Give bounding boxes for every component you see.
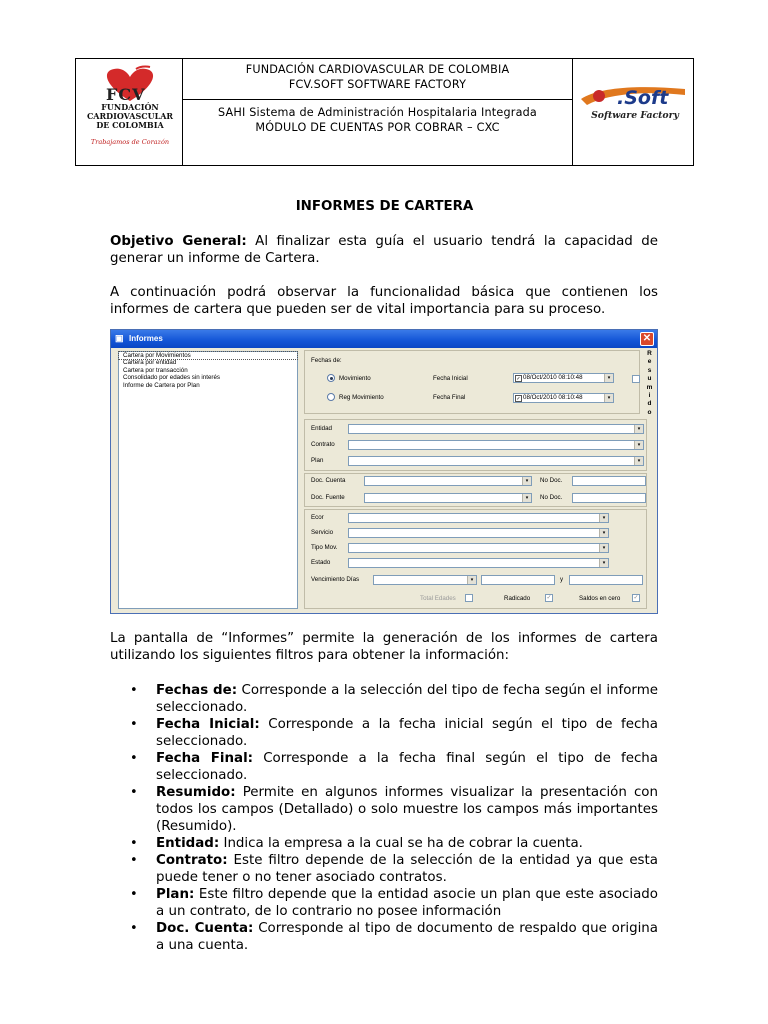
bullet-glyph: • xyxy=(130,683,138,698)
tipo-mov-select[interactable] xyxy=(348,543,609,553)
plan-label: Plan xyxy=(311,457,324,464)
total-edades-label: Total Edades xyxy=(420,595,456,602)
report-list-item[interactable]: Informe de Cartera por Plan xyxy=(123,381,200,389)
bullet-term: Entidad: xyxy=(156,836,220,851)
estado-select[interactable] xyxy=(348,558,609,568)
bullet-glyph: • xyxy=(130,853,138,868)
bullet-term: Plan: xyxy=(156,887,195,902)
window-titlebar xyxy=(111,330,657,348)
bullet-text: Corresponde a la selección del tipo de fecha según el informe seleccionado. xyxy=(156,683,658,715)
informes-window xyxy=(110,329,658,614)
radicado-checkbox[interactable]: ✓ xyxy=(546,595,552,601)
no-doc-cuenta-label: No Doc. xyxy=(540,477,563,484)
chevron-down-icon[interactable]: ▾ xyxy=(604,374,613,382)
soft-logo xyxy=(579,85,687,123)
fecha-final-checkbox[interactable]: ✓ xyxy=(516,396,521,402)
movimiento-radio[interactable] xyxy=(327,374,335,382)
system-block xyxy=(183,100,572,165)
system-line1: SAHI Sistema de Administración Hospitalaria Integrada xyxy=(218,106,537,119)
fecha-inicial-picker[interactable] xyxy=(513,373,614,383)
window-title: Informes xyxy=(129,334,163,343)
total-edades-checkbox[interactable] xyxy=(465,594,473,602)
saldos-en-cero-label: Saldos en cero xyxy=(579,595,621,602)
servicio-label: Servicio xyxy=(311,529,334,536)
reg-movimiento-radio[interactable] xyxy=(327,393,335,401)
fecha-final-picker[interactable] xyxy=(513,393,614,403)
plan-select[interactable] xyxy=(348,456,644,466)
saldos-en-cero-checkbox[interactable]: ✓ xyxy=(633,595,639,601)
objective-label: Objetivo General: xyxy=(110,234,247,249)
org-line1: FUNDACIÓN CARDIOVASCULAR DE COLOMBIA xyxy=(245,63,510,76)
bullet-term: Fecha Inicial: xyxy=(156,717,260,732)
vencimiento-label: Vencimiento Días xyxy=(311,576,360,583)
app-icon: ▣ xyxy=(115,333,124,343)
entidad-select[interactable] xyxy=(348,424,644,434)
bullet-item xyxy=(130,750,658,784)
fcv-slogan: Trabajamos de Corazón xyxy=(90,138,170,146)
resumido-letter: u xyxy=(647,375,652,383)
resumido-letter: d xyxy=(647,400,652,408)
chevron-down-icon[interactable]: ▾ xyxy=(634,425,643,433)
chevron-down-icon[interactable]: ▾ xyxy=(599,559,608,567)
bullet-glyph: • xyxy=(130,751,138,766)
bullet-item xyxy=(130,886,658,920)
chevron-down-icon[interactable]: ▾ xyxy=(634,441,643,449)
bullet-item xyxy=(130,920,658,954)
fcv-name-line2: CARDIOVASCULAR xyxy=(86,111,174,121)
chevron-down-icon[interactable]: ▾ xyxy=(599,529,608,537)
chevron-down-icon[interactable]: ▾ xyxy=(599,514,608,522)
ecor-select[interactable] xyxy=(348,513,609,523)
bullet-text: Corresponde a la fecha inicial según el tipo de fecha seleccionado. xyxy=(156,717,658,749)
org-block xyxy=(183,59,572,100)
no-doc-fuente-label: No Doc. xyxy=(540,494,563,501)
fcv-logo xyxy=(84,65,176,159)
chevron-down-icon[interactable]: ▾ xyxy=(522,494,531,502)
soft-logo-cell xyxy=(573,59,693,165)
header-title-cell xyxy=(183,59,573,165)
bullet-glyph: • xyxy=(130,921,138,936)
reg-movimiento-label: Reg Movimiento xyxy=(339,394,384,401)
system-line2: MÓDULO DE CUENTAS POR COBRAR – CXC xyxy=(255,121,500,134)
bullet-term: Fecha Final: xyxy=(156,751,254,766)
doc-cuenta-select[interactable] xyxy=(364,476,532,486)
chevron-down-icon[interactable]: ▾ xyxy=(522,477,531,485)
fcv-name xyxy=(84,103,176,130)
vencimiento-select[interactable] xyxy=(373,575,477,585)
tipo-mov-label: Tipo Mov. xyxy=(311,544,338,551)
fechas-de-label: Fechas de: xyxy=(311,357,342,364)
doc-fuente-select[interactable] xyxy=(364,493,532,503)
bullet-glyph: • xyxy=(130,836,138,851)
report-list-item[interactable]: Cartera por transacción xyxy=(123,366,188,374)
report-list-item[interactable]: Cartera por entidad xyxy=(123,359,177,367)
contrato-label: Contrato xyxy=(311,441,335,448)
bullet-glyph: • xyxy=(130,887,138,902)
vencimiento-hasta-input[interactable] xyxy=(569,575,643,585)
bullet-text: Este filtro depende de la selección de la entidad ya que esta puede tener o no tener asociado contratos. xyxy=(156,853,658,885)
soft-brand: .Soft xyxy=(617,87,669,109)
ecor-label: Ecor xyxy=(311,514,324,521)
bullet-term: Contrato: xyxy=(156,853,228,868)
fcv-logo-cell xyxy=(76,59,183,165)
report-list-item[interactable]: Cartera por Movimientos xyxy=(119,352,297,359)
resumido-letter: R xyxy=(647,350,652,357)
bullet-text: Corresponde al tipo de documento de respaldo que origina a una cuenta. xyxy=(156,921,658,953)
bullet-term: Resumido: xyxy=(156,785,236,800)
document-header-table xyxy=(75,58,694,166)
bullet-glyph: • xyxy=(130,785,138,800)
bullet-item xyxy=(130,835,658,852)
radicado-label: Radicado xyxy=(504,595,531,602)
resumido-letter: s xyxy=(647,366,652,374)
fcv-letters: FCV xyxy=(106,85,146,104)
fcv-name-line3: DE COLOMBIA xyxy=(96,120,164,130)
bullet-term: Fechas de: xyxy=(156,683,238,698)
fecha-inicial-value: 08/Oct/2010 08:10:48 xyxy=(523,374,583,381)
fecha-inicial-label: Fecha Inicial xyxy=(433,375,468,382)
report-list[interactable] xyxy=(118,351,298,609)
servicio-select[interactable] xyxy=(348,528,609,538)
bullet-term: Doc. Cuenta: xyxy=(156,921,254,936)
chevron-down-icon[interactable]: ▾ xyxy=(604,394,613,402)
chevron-down-icon[interactable]: ▾ xyxy=(599,544,608,552)
filter-bullet-list xyxy=(130,682,658,954)
bullet-item xyxy=(130,784,658,835)
fcv-name-line1: FUNDACIÓN xyxy=(101,102,159,112)
y-label: y xyxy=(560,576,564,583)
bullet-item xyxy=(130,852,658,886)
resumido-letter: i xyxy=(648,392,651,400)
bullet-text: Corresponde a la fecha final según el tipo de fecha seleccionado. xyxy=(156,751,658,783)
bullet-text: Permite en algunos informes visualizar la presentación con todos los campos (Detallado) o solo muestre los campos más importantes (Resumido). xyxy=(156,785,658,834)
fecha-final-label: Fecha Final xyxy=(433,394,466,401)
bullet-text: Este filtro depende que la entidad asocie un plan que este asociado a un contrato, de lo contrario no posee información xyxy=(156,887,658,919)
movimiento-label: Movimiento xyxy=(339,375,371,382)
bullet-item xyxy=(130,716,658,750)
bullet-glyph: • xyxy=(130,717,138,732)
resumido-letter: m xyxy=(646,383,653,391)
soft-subtitle: Software Factory xyxy=(591,110,679,121)
objective-text: Al finalizar esta guía el usuario tendrá la capacidad de generar un informe de Cartera. xyxy=(110,234,658,266)
objective-paragraph xyxy=(110,233,658,267)
bullet-item xyxy=(130,682,658,716)
org-line2: FCV.SOFT SOFTWARE FACTORY xyxy=(288,78,467,91)
report-list-item[interactable]: Consolidado por edades sin interés xyxy=(123,374,220,382)
contrato-select[interactable] xyxy=(348,440,644,450)
doc-cuenta-label: Doc. Cuenta xyxy=(311,477,346,484)
document-title: INFORMES DE CARTERA xyxy=(295,199,474,214)
close-button[interactable]: ✕ xyxy=(640,332,654,346)
screen-intro-paragraph: La pantalla de “Informes” permite la generación de los informes de cartera utilizando los siguientes filtros para obtener la información: xyxy=(110,631,658,663)
chevron-down-icon[interactable]: ▾ xyxy=(467,576,476,584)
resumido-letter: o xyxy=(647,408,652,416)
estado-label: Estado xyxy=(311,559,331,566)
resumido-checkbox[interactable] xyxy=(632,375,640,383)
bullet-text: Indica la empresa a la cual se ha de cobrar la cuenta. xyxy=(219,836,583,851)
resumido-letter: e xyxy=(647,358,652,366)
no-doc-cuenta-input[interactable] xyxy=(572,476,646,486)
fecha-final-value: 08/Oct/2010 08:10:48 xyxy=(523,394,583,401)
vencimiento-desde-input[interactable] xyxy=(481,575,555,585)
intro-paragraph: A continuación podrá observar la funcionalidad básica que contienen los informes de cartera que pueden ser de vital importancia para su proceso. xyxy=(110,285,658,317)
entidad-label: Entidad xyxy=(311,425,332,432)
doc-fuente-label: Doc. Fuente xyxy=(311,494,345,501)
chevron-down-icon[interactable]: ▾ xyxy=(634,457,643,465)
fecha-inicial-checkbox[interactable]: ✓ xyxy=(516,376,521,382)
no-doc-fuente-input[interactable] xyxy=(572,493,646,503)
